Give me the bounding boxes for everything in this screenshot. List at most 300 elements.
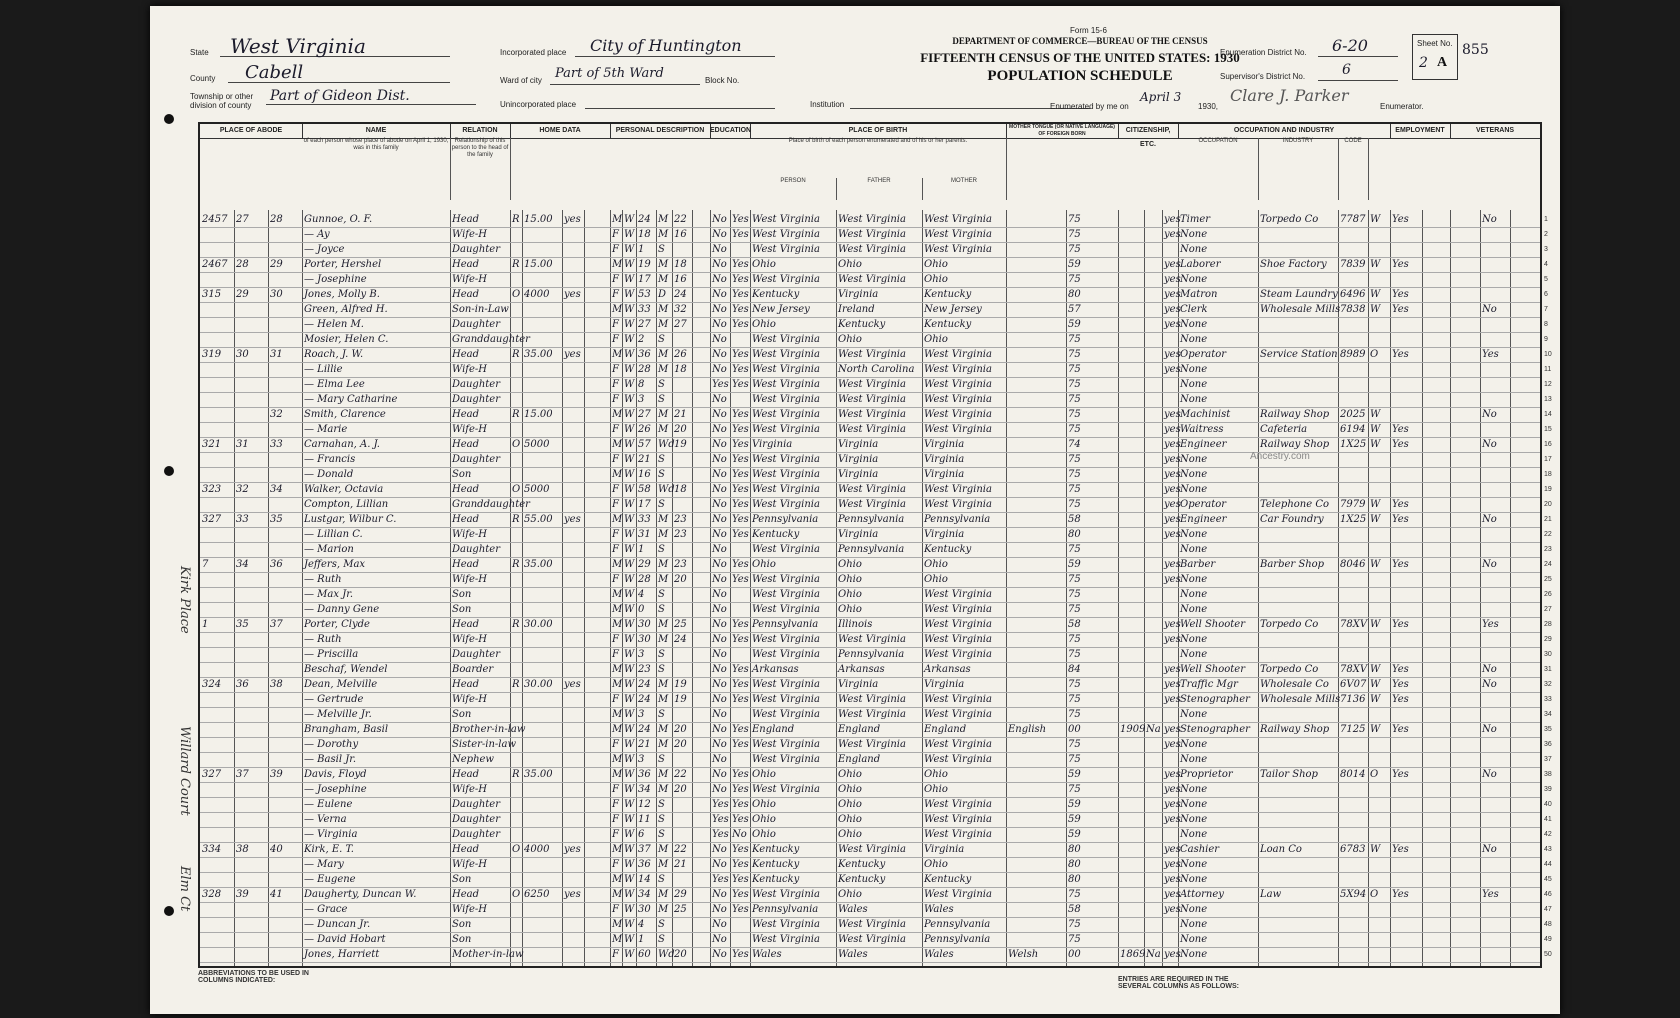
- cell-imm: [1120, 767, 1144, 782]
- cell-race: W: [624, 739, 635, 750]
- cell-read: [732, 242, 750, 257]
- cell-imm: [1120, 557, 1144, 572]
- cell-ocode: [1340, 572, 1368, 587]
- cell-tenure: [512, 602, 522, 617]
- institution-label: Institution: [810, 100, 845, 109]
- cell-fno: [270, 377, 300, 392]
- cell-fno: [270, 797, 300, 812]
- cell-imm: [1120, 797, 1144, 812]
- cell-read: Yes: [732, 529, 749, 540]
- cell-read: Yes: [732, 364, 749, 375]
- cell-imm: [1120, 857, 1144, 872]
- cell-school: No: [712, 889, 727, 900]
- cell-mother: West Virginia: [924, 739, 992, 750]
- enumeration-district-label: Enumeration District No.: [1220, 48, 1307, 57]
- cell-speak: yes: [1164, 274, 1181, 285]
- cell-ocode: [1340, 782, 1368, 797]
- cell-value: 55.00: [524, 514, 553, 525]
- cell-nat: [1146, 872, 1162, 887]
- cell-vet: [1482, 902, 1510, 917]
- line-number: 22: [1544, 531, 1552, 538]
- table-row: [200, 392, 1552, 408]
- cell-father: North Carolina: [838, 364, 915, 375]
- binder-hole: [164, 114, 174, 124]
- cell-agem: 32: [674, 304, 687, 315]
- cell-rel: Wife-H: [452, 859, 488, 870]
- cell-rel: Head: [452, 409, 480, 420]
- cell-fam: 31: [236, 439, 249, 450]
- cell-mother: Kentucky: [924, 544, 972, 555]
- cell-tenure: [512, 452, 522, 467]
- cell-tongue: [1008, 872, 1066, 887]
- enumerated-label: Enumerated by me on: [1050, 102, 1129, 111]
- cell-value: [524, 542, 562, 557]
- cell-age: 30: [638, 634, 651, 645]
- cell-school: No: [712, 244, 727, 255]
- cell-mother: West Virginia: [924, 694, 992, 705]
- cell-father: West Virginia: [838, 934, 906, 945]
- cell-nat: [1146, 677, 1162, 692]
- cell-rel: Head: [452, 619, 480, 630]
- cell-race: W: [624, 664, 635, 675]
- cell-father: Arkansas: [838, 664, 885, 675]
- cell-ind: [1260, 947, 1338, 962]
- cell-read: [732, 917, 750, 932]
- cell-radio: [564, 722, 584, 737]
- cell-occ: None: [1180, 604, 1208, 615]
- cell-birth: West Virginia: [752, 709, 820, 720]
- cell-cw: O: [1370, 889, 1379, 900]
- cell-emp: [1392, 407, 1422, 422]
- cell-race: W: [624, 694, 635, 705]
- cell-fno: 34: [270, 484, 283, 495]
- cell-race: W: [624, 754, 635, 765]
- cell-fno: [270, 452, 300, 467]
- table-row: [200, 647, 1552, 663]
- cell-ms: Wd: [658, 484, 675, 495]
- cell-birth: West Virginia: [752, 694, 820, 705]
- table-body: [200, 212, 1552, 966]
- cell-cw: [1370, 782, 1390, 797]
- cell-ocode: 7125: [1340, 724, 1366, 735]
- cell-ms: M: [658, 574, 669, 585]
- cell-fno: [270, 722, 300, 737]
- cell-fam: 29: [236, 289, 249, 300]
- cell-value: 5000: [524, 439, 550, 450]
- cell-father: Pennsylvania: [838, 544, 905, 555]
- cell-race: W: [624, 334, 635, 345]
- cell-school: No: [712, 589, 727, 600]
- cell-agem: 18: [674, 259, 687, 270]
- cell-race: W: [624, 529, 635, 540]
- cell-birth: West Virginia: [752, 889, 820, 900]
- cell-ind: [1260, 227, 1338, 242]
- cell-ocode: [1340, 362, 1368, 377]
- cell-mother: England: [924, 724, 967, 735]
- cell-emp: Yes: [1392, 259, 1409, 270]
- cell-fam: [236, 797, 266, 812]
- cell-ind: [1260, 527, 1338, 542]
- cell-occ: None: [1180, 799, 1208, 810]
- cell-nat: [1146, 632, 1162, 647]
- cell-nat: [1146, 452, 1162, 467]
- cell-mother: Arkansas: [924, 664, 971, 675]
- cell-fno: [270, 947, 300, 962]
- cell-radio: yes: [564, 349, 581, 360]
- cell-ms: S: [658, 589, 665, 600]
- cell-age: 23: [638, 664, 651, 675]
- cell-speak: [1164, 587, 1178, 602]
- cell-age: 2: [638, 334, 645, 345]
- table-row: [200, 467, 1552, 483]
- cell-sex: F: [612, 859, 619, 870]
- cell-ocode: [1340, 647, 1368, 662]
- cell-cw: [1370, 467, 1390, 482]
- cell-tenure: [512, 782, 522, 797]
- cell-mother: West Virginia: [924, 229, 992, 240]
- cell-tongue: [1008, 512, 1066, 527]
- cell-speak: yes: [1164, 694, 1181, 705]
- cell-age: 33: [638, 514, 651, 525]
- cell-emp: Yes: [1392, 619, 1409, 630]
- cell-birth: West Virginia: [752, 499, 820, 510]
- cell-sex: F: [612, 394, 619, 405]
- cell-vet: [1482, 527, 1510, 542]
- cell-birth: West Virginia: [752, 934, 820, 945]
- cell-mother: Ohio: [924, 334, 948, 345]
- cell-name: Jeffers, Max: [304, 559, 366, 570]
- binder-hole: [164, 906, 174, 916]
- cell-name: — Melville Jr.: [304, 709, 372, 720]
- cell-nat: [1146, 332, 1162, 347]
- cell-tongue: [1008, 257, 1066, 272]
- cell-emp: [1392, 707, 1422, 722]
- line-number: 12: [1544, 381, 1552, 388]
- cell-read: Yes: [732, 724, 749, 735]
- cell-race: W: [624, 799, 635, 810]
- cell-age: 33: [638, 304, 651, 315]
- cell-read: Yes: [732, 844, 749, 855]
- cell-name: — Virginia: [304, 829, 358, 840]
- cell-code: 75: [1068, 469, 1081, 480]
- cell-ocode: 5X94: [1340, 889, 1367, 900]
- cell-birth: Kentucky: [752, 529, 800, 540]
- cell-dwell: [202, 602, 234, 617]
- cell-occ: Traffic Mgr: [1180, 679, 1238, 690]
- cell-sex: M: [612, 589, 623, 600]
- cell-cw: W: [1370, 514, 1381, 525]
- cell-fno: 41: [270, 889, 283, 900]
- cell-mother: Virginia: [924, 454, 965, 465]
- cell-dwell: [202, 662, 234, 677]
- cell-tenure: O: [512, 844, 521, 855]
- cell-school: No: [712, 529, 727, 540]
- cell-sex: M: [612, 844, 623, 855]
- cell-mother: West Virginia: [924, 649, 992, 660]
- cell-ind: Railway Shop: [1260, 724, 1330, 735]
- cell-race: W: [624, 844, 635, 855]
- cell-occ: Matron: [1180, 289, 1218, 300]
- cell-ind: [1260, 827, 1338, 842]
- department-line: DEPARTMENT OF COMMERCE—BUREAU OF THE CENSUS: [952, 36, 1208, 46]
- cell-dwell: 321: [202, 439, 222, 450]
- cell-code: 74: [1068, 439, 1081, 450]
- cell-nat: [1146, 767, 1162, 782]
- cell-fam: 30: [236, 349, 249, 360]
- cell-speak: yes: [1164, 619, 1181, 630]
- line-number: 11: [1544, 366, 1552, 373]
- cell-vet: [1482, 707, 1510, 722]
- cell-sex: M: [612, 619, 623, 630]
- line-number: 17: [1544, 456, 1552, 463]
- incorporated-place-label: Incorporated place: [500, 48, 567, 57]
- cell-fno: [270, 467, 300, 482]
- cell-ocode: 7838: [1340, 304, 1366, 315]
- cell-cw: [1370, 362, 1390, 377]
- cell-birth: West Virginia: [752, 214, 820, 225]
- line-number: 48: [1544, 921, 1552, 928]
- cell-tongue: [1008, 767, 1066, 782]
- cell-father: Ohio: [838, 589, 862, 600]
- cell-dwell: 315: [202, 289, 222, 300]
- cell-rel: Daughter: [452, 649, 500, 660]
- cell-ms: S: [658, 604, 665, 615]
- cell-race: W: [624, 904, 635, 915]
- cell-ocode: [1340, 947, 1368, 962]
- cell-radio: [564, 737, 584, 752]
- cell-code: 75: [1068, 454, 1081, 465]
- cell-school: No: [712, 679, 727, 690]
- cell-sex: F: [612, 454, 619, 465]
- cell-vet: [1482, 947, 1510, 962]
- cell-speak: yes: [1164, 859, 1181, 870]
- occupation-header: OCCUPATION: [1178, 138, 1259, 200]
- cell-tenure: R: [512, 559, 520, 570]
- cell-fam: [236, 752, 266, 767]
- cell-rel: Daughter: [452, 394, 500, 405]
- cell-ocode: [1340, 902, 1368, 917]
- cell-agem: [674, 872, 692, 887]
- cell-ind: Telephone Co: [1260, 499, 1329, 510]
- line-number: 20: [1544, 501, 1552, 508]
- cell-fam: [236, 632, 266, 647]
- line-number: 14: [1544, 411, 1552, 418]
- cell-tongue: [1008, 227, 1066, 242]
- cell-occ: None: [1180, 364, 1208, 375]
- cell-race: W: [624, 424, 635, 435]
- cell-ms: S: [658, 799, 665, 810]
- cell-rel: Boarder: [452, 664, 494, 675]
- cell-emp: [1392, 632, 1422, 647]
- cell-fam: [236, 362, 266, 377]
- cell-radio: [564, 317, 584, 332]
- cell-mother: Ohio: [924, 259, 948, 270]
- cell-code: 58: [1068, 904, 1081, 915]
- cell-father: Virginia: [838, 439, 879, 450]
- sheet-label: Sheet No.: [1417, 39, 1453, 48]
- line-number: 13: [1544, 396, 1552, 403]
- cell-mother: West Virginia: [924, 244, 992, 255]
- cell-code: 57: [1068, 304, 1081, 315]
- cell-speak: yes: [1164, 499, 1181, 510]
- cell-fam: 35: [236, 619, 249, 630]
- line-number: 7: [1544, 306, 1548, 313]
- cell-rel: Head: [452, 484, 480, 495]
- cell-cw: [1370, 707, 1390, 722]
- cell-fno: 37: [270, 619, 283, 630]
- state-label: State: [190, 48, 209, 57]
- cell-ind: Railway Shop: [1260, 439, 1330, 450]
- cell-value: [524, 587, 562, 602]
- cell-ms: S: [658, 334, 665, 345]
- cell-race: W: [624, 949, 635, 960]
- cell-tongue: [1008, 497, 1066, 512]
- cell-radio: yes: [564, 214, 581, 225]
- cell-cw: [1370, 527, 1390, 542]
- cell-value: [524, 737, 562, 752]
- cell-imm: [1120, 782, 1144, 797]
- cell-dwell: [202, 332, 234, 347]
- cell-speak: yes: [1164, 259, 1181, 270]
- cell-age: 26: [638, 424, 651, 435]
- cell-birth: Ohio: [752, 769, 776, 780]
- cell-name: — Joyce: [304, 244, 345, 255]
- cell-ms: M: [658, 739, 669, 750]
- cell-ms: S: [658, 934, 665, 945]
- line-number: 3: [1544, 246, 1548, 253]
- page-stamp: 855: [1462, 42, 1489, 58]
- cell-cw: [1370, 932, 1390, 947]
- cell-cw: W: [1370, 844, 1381, 855]
- cell-tenure: [512, 272, 522, 287]
- cell-ms: M: [658, 694, 669, 705]
- cell-code: 80: [1068, 289, 1081, 300]
- cell-emp: [1392, 932, 1422, 947]
- cell-fam: [236, 947, 266, 962]
- cell-emp: [1392, 272, 1422, 287]
- cell-occ: Stenographer: [1180, 724, 1250, 735]
- cell-dwell: [202, 737, 234, 752]
- cell-vet: [1482, 812, 1510, 827]
- cell-radio: [564, 632, 584, 647]
- cell-mother: Ohio: [924, 769, 948, 780]
- cell-tongue: [1008, 602, 1066, 617]
- table-row: [200, 827, 1552, 843]
- line-number: 36: [1544, 741, 1552, 748]
- cell-code: 75: [1068, 394, 1081, 405]
- cell-race: W: [624, 469, 635, 480]
- cell-nat: [1146, 812, 1162, 827]
- cell-radio: [564, 467, 584, 482]
- cell-radio: [564, 422, 584, 437]
- cell-birth: Kentucky: [752, 874, 800, 885]
- cell-emp: [1392, 947, 1422, 962]
- cell-radio: [564, 827, 584, 842]
- cell-dwell: [202, 782, 234, 797]
- cell-school: No: [712, 769, 727, 780]
- cell-ocode: 7136: [1340, 694, 1366, 705]
- cell-tenure: R: [512, 619, 520, 630]
- cell-tongue: [1008, 827, 1066, 842]
- cell-radio: [564, 617, 584, 632]
- cell-imm: [1120, 212, 1144, 227]
- cell-nat: [1146, 212, 1162, 227]
- table-row: [200, 512, 1552, 528]
- name-column-desc: of each person whose place of abode on April 1, 1930, was in this family: [302, 138, 451, 200]
- cell-vet: No: [1482, 769, 1497, 780]
- cell-dwell: [202, 452, 234, 467]
- cell-fno: 32: [270, 409, 283, 420]
- cell-read: Yes: [732, 409, 749, 420]
- cell-sex: F: [612, 694, 619, 705]
- cell-imm: [1120, 827, 1144, 842]
- cell-ind: Car Foundry: [1260, 514, 1324, 525]
- cell-radio: [564, 362, 584, 377]
- cell-emp: [1392, 527, 1422, 542]
- table-row: [200, 212, 1548, 228]
- cell-fno: [270, 812, 300, 827]
- cell-nat: Na: [1146, 724, 1161, 735]
- cell-code: 75: [1068, 499, 1081, 510]
- cell-fno: [270, 497, 300, 512]
- cell-tenure: [512, 797, 522, 812]
- cell-sex: F: [612, 634, 619, 645]
- cell-nat: [1146, 827, 1162, 842]
- cell-agem: 27: [674, 319, 687, 330]
- cell-value: [524, 362, 562, 377]
- cell-race: W: [624, 544, 635, 555]
- cell-rel: Head: [452, 889, 480, 900]
- cell-cw: [1370, 452, 1390, 467]
- cell-rel: Wife-H: [452, 784, 488, 795]
- cell-nat: [1146, 902, 1162, 917]
- cell-ocode: [1340, 707, 1368, 722]
- cell-birth: Ohio: [752, 814, 776, 825]
- cell-speak: yes: [1164, 424, 1181, 435]
- cell-age: 34: [638, 889, 651, 900]
- cell-code: 75: [1068, 544, 1081, 555]
- cell-mother: West Virginia: [924, 634, 992, 645]
- cell-tongue: [1008, 452, 1066, 467]
- cell-code: 80: [1068, 859, 1081, 870]
- cell-dwell: 323: [202, 484, 222, 495]
- line-number: 18: [1544, 471, 1552, 478]
- cell-value: [524, 227, 562, 242]
- cell-tenure: [512, 752, 522, 767]
- line-number: 32: [1544, 681, 1552, 688]
- cell-birth: West Virginia: [752, 739, 820, 750]
- cell-ocode: [1340, 272, 1368, 287]
- cell-age: 12: [638, 799, 651, 810]
- cell-ind: [1260, 932, 1338, 947]
- cell-age: 60: [638, 949, 651, 960]
- cell-tenure: [512, 467, 522, 482]
- line-number: 42: [1544, 831, 1552, 838]
- cell-ms: M: [658, 724, 669, 735]
- cell-emp: Yes: [1392, 664, 1409, 675]
- cell-rel: Wife-H: [452, 694, 488, 705]
- cell-sex: M: [612, 754, 623, 765]
- cell-mother: Virginia: [924, 469, 965, 480]
- cell-fno: [270, 782, 300, 797]
- cell-fam: [236, 242, 266, 257]
- cell-speak: yes: [1164, 439, 1181, 450]
- cell-school: No: [712, 514, 727, 525]
- cell-ocode: [1340, 917, 1368, 932]
- cell-tenure: [512, 317, 522, 332]
- cell-sex: F: [612, 319, 619, 330]
- cell-ocode: 2025: [1340, 409, 1366, 420]
